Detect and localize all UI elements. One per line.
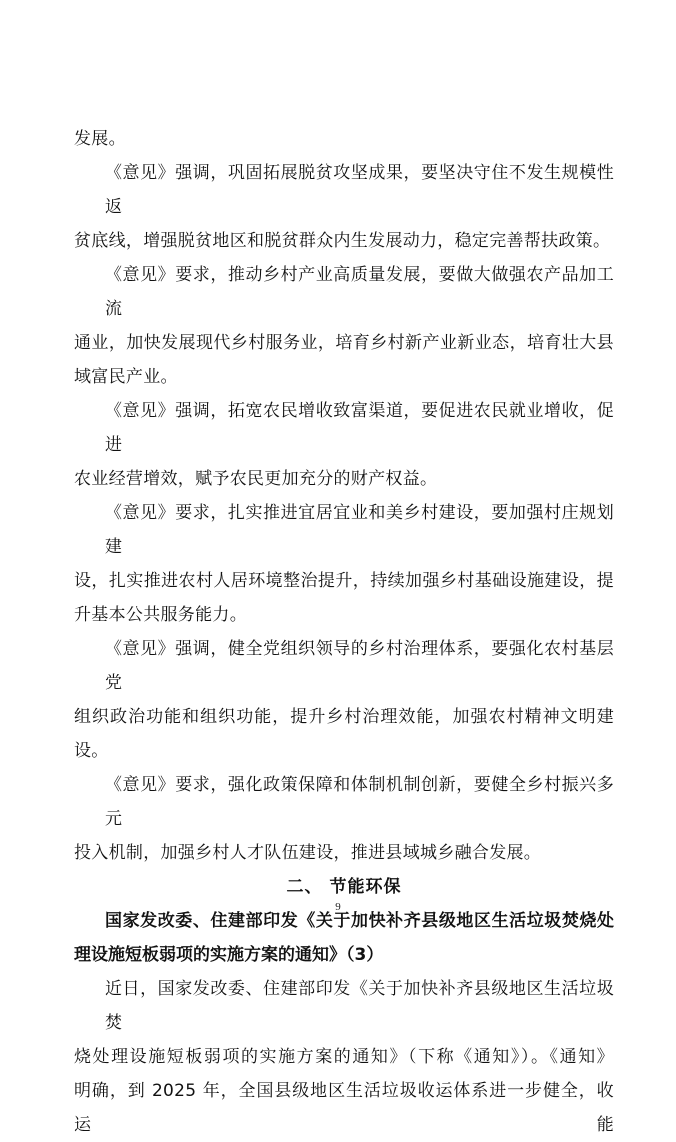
article-title-line: 国家发改委、住建部印发《关于加快补齐县级地区生活垃圾焚烧处 — [105, 911, 614, 931]
paragraph-line: 设。 — [74, 741, 109, 761]
paragraph-line: 《意见》要求，推动乡村产业高质量发展，要做大做强农产品加工流 — [105, 265, 614, 319]
paragraph-line: 设，扎实推进农村人居环境整治提升，持续加强乡村基础设施建设，提 — [74, 571, 614, 591]
paragraph-line: 通业，加快发展现代乡村服务业，培育乡村新产业新业态，培育壮大县 — [74, 333, 614, 353]
article-title-line: 理设施短板弱项的实施方案的通知》（3） — [74, 945, 384, 965]
paragraph-line: 《意见》要求，扎实推进宜居宜业和美乡村建设，要加强村庄规划建 — [105, 503, 614, 557]
body-line: 明确，到 2025 年，全国县级地区生活垃圾收运体系进一步健全，收运能 — [74, 1081, 614, 1135]
document-body — [74, 122, 614, 1142]
paragraph-line: 贫底线，增强脱贫地区和脱贫群众内生发展动力，稳定完善帮扶政策。 — [74, 231, 611, 251]
body-line: 烧处理设施短板弱项的实施方案的通知》（下称《通知》）。《通知》 — [74, 1047, 614, 1067]
paragraph-line: 投入机制，加强乡村人才队伍建设，推进县域城乡融合发展。 — [74, 843, 542, 863]
paragraph-line: 《意见》强调，健全党组织领导的乡村治理体系，要强化农村基层党 — [105, 639, 614, 693]
section-heading: 二、 节能环保 — [286, 877, 402, 897]
paragraph-line: 《意见》要求，强化政策保障和体制机制创新，要健全乡村振兴多元 — [105, 775, 614, 829]
page-number: 9 — [335, 901, 341, 913]
paragraph-line: 《意见》强调，巩固拓展脱贫攻坚成果，要坚决守住不发生规模性返 — [105, 163, 614, 217]
paragraph-line: 农业经营增效，赋予农民更加充分的财产权益。 — [74, 469, 438, 489]
body-line: 近日，国家发改委、住建部印发《关于加快补齐县级地区生活垃圾焚 — [105, 979, 614, 1033]
paragraph-line: 升基本公共服务能力。 — [74, 605, 247, 625]
paragraph-line: 发展。 — [74, 129, 126, 149]
paragraph-line: 组织政治功能和组织功能，提升乡村治理效能，加强农村精神文明建 — [74, 707, 614, 727]
paragraph-line: 《意见》强调，拓宽农民增收致富渠道，要促进农民就业增收，促进 — [105, 401, 614, 455]
paragraph-line: 域富民产业。 — [74, 367, 178, 387]
